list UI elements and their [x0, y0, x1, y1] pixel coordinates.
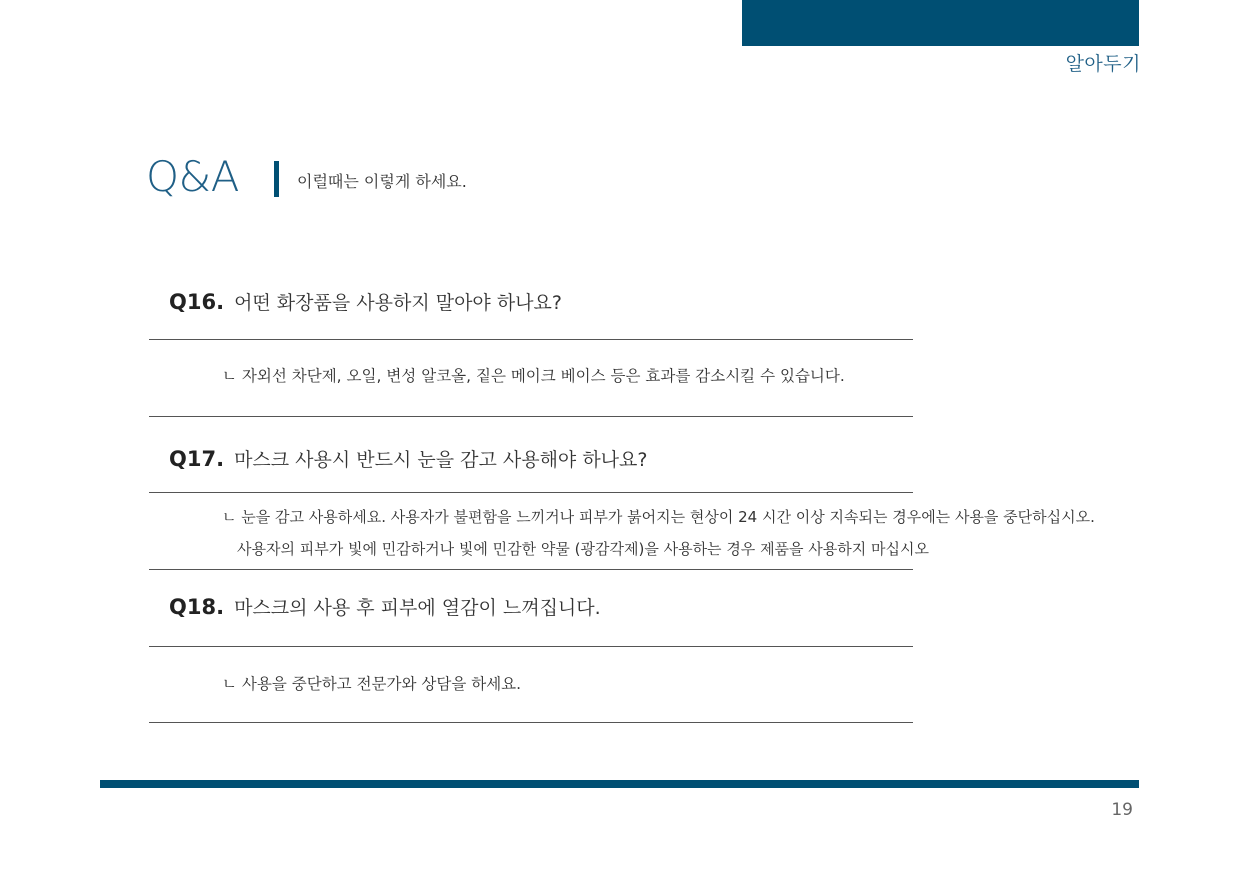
- page-subtitle: 이럴때는 이렇게 하세요.: [297, 172, 467, 191]
- divider-line: [149, 492, 913, 493]
- page-number: 19: [1111, 800, 1133, 820]
- divider-line: [149, 339, 913, 340]
- question-text: 마스크의 사용 후 피부에 열감이 느껴집니다.: [234, 597, 601, 619]
- divider-line: [149, 569, 913, 570]
- question-text: 마스크 사용시 반드시 눈을 감고 사용해야 하나요?: [234, 449, 648, 471]
- header-accent-bar: [742, 0, 1139, 46]
- question-16: [169, 288, 562, 315]
- divider-line: [149, 722, 913, 723]
- question-number: Q18.: [169, 595, 225, 619]
- answer-17-line-2: 사용자의 피부가 빛에 민감하거나 빛에 민감한 약물 (광감각제)을 사용하는 경우 제품을 사용하지 마십시오: [237, 540, 929, 558]
- answer-18: ㄴ 사용을 중단하고 전문가와 상담을 하세요.: [222, 675, 522, 693]
- divider-line: [149, 416, 913, 417]
- title-divider: [274, 161, 279, 197]
- section-label: 알아두기: [1065, 53, 1141, 75]
- answer-16: ㄴ 자외선 차단제, 오일, 변성 알코올, 짙은 메이크 베이스 등은 효과를 감소시킬 수 있습니다.: [222, 367, 845, 385]
- question-18: [169, 593, 601, 620]
- question-text: 어떤 화장품을 사용하지 말아야 하나요?: [234, 292, 562, 314]
- answer-17-line-1: ㄴ 눈을 감고 사용하세요. 사용자가 불편함을 느끼거나 피부가 붉어지는 현상이 24 시간 이상 지속되는 경우에는 사용을 중단하십시오.: [222, 508, 1095, 526]
- question-number: Q16.: [169, 290, 225, 314]
- question-number: Q17.: [169, 447, 225, 471]
- footer-accent-bar: [100, 780, 1139, 788]
- page-title: Q&A: [146, 152, 240, 201]
- divider-line: [149, 646, 913, 647]
- question-17: [169, 445, 647, 472]
